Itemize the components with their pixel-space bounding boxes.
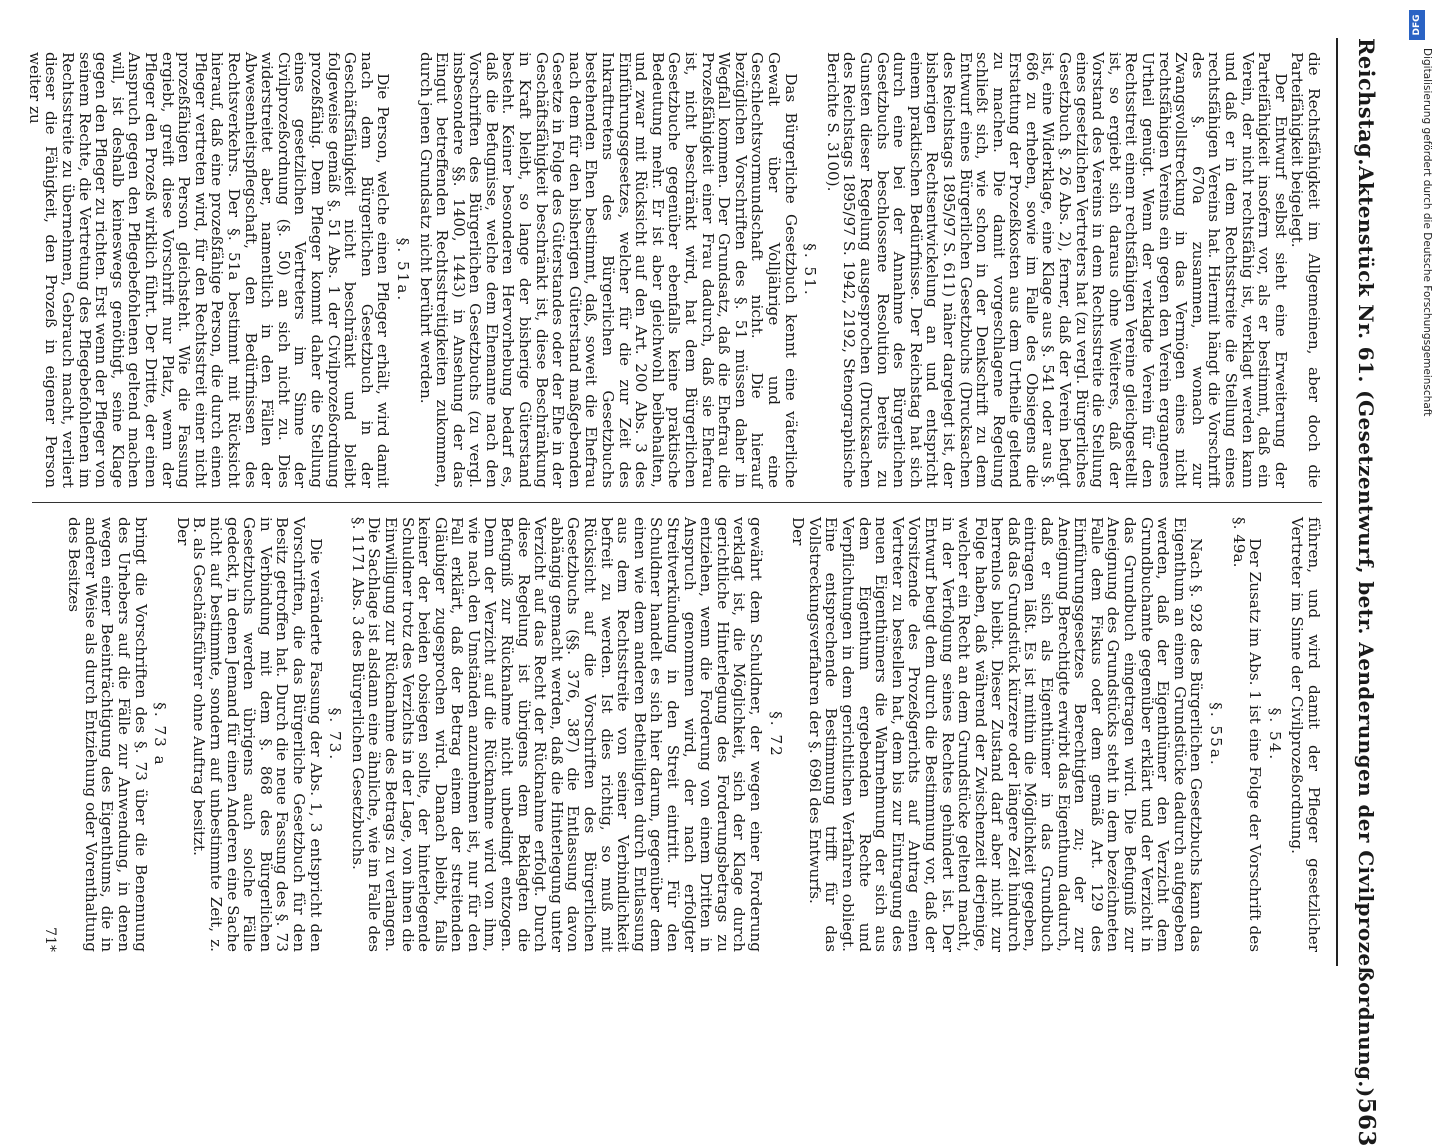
section-heading: §. 51a. <box>393 237 412 303</box>
page-number: 563 <box>1353 1097 1380 1147</box>
right-column <box>32 502 1322 966</box>
section-heading: §. 51. <box>801 243 820 297</box>
header-title: Aktenstück Nr. 61. (Gesetzentwurf, betr. Aenderungen der Civilprozeßordnung.) <box>1354 165 1378 1098</box>
dfg-logo <box>1409 10 1425 40</box>
section-heading: §. 73 a <box>151 702 170 767</box>
paragraph-lead: Der <box>173 517 192 546</box>
paragraph: Der Zusatz im Abs. 1 ist eine Folge der Vorschrift des §. 49a. <box>1229 517 1265 952</box>
paragraph: führen, und wird damit der Pfleger gesetzlicher Vertreter im Sinne der Civilprozeßordnung. <box>1288 517 1323 952</box>
paragraph: gewährt dem Schuldner, der wegen einer Forderung verklagt ist, die Möglichkeit, sich der Klage durch gerichtliche Hinterlegung des Forderungsbetrags zu entziehen, wenn die Forderung von einem Dritten in Anspruch genommen wird, der nach erfolgter Streitverkündung in den Streit eintritt. Für den Schuldner handelt es sich hier darum, gegenüber dem einen wie dem anderen Betheiligten durch Entlassung aus dem Rechtsstreite von seiner Verbindlichkeit befreit zu werden. Ist dies richtig, so muß mit Rücksicht auf die Vorschriften des Bürgerlichen Gesetzbuchs (§§. 376, 387) die Entlassung davon abhängig gemacht werden, daß die Hinterlegung unter Verzicht auf das Recht der Rücknahme erfolgt. Durch diese Regelung ist übrigens dem Beklagten die Befugniß zur Rücknahme nicht unbedingt entzogen. Denn der Verzicht auf die Rücknahme wird von ihm, wie nach den Umständen anzunehmen ist, nur für den Fall erklärt, daß der Betrag einem der streitenden Gläubiger zugesprochen wird. Danach bleibt, falls keiner der beiden obsiegen sollte, der hinterlegende Schuldner trotz des Verzichts in der Lage, von ihnen die Einwilligung zur Rücknahme des Betrags zu verlangen. Die Sachlage ist alsdann eine ähnliche, wie im Falle des §. 1171 Abs. 3 des Bürgerlichen Gesetzbuchs. <box>348 517 765 952</box>
digitization-note: Digitalisierung gefördert durch die Deutsche Forschungsgemeinschaft <box>1421 48 1433 417</box>
paragraph: Das Bürgerliche Gesetzbuch kennt eine väterliche Gewalt über Volljährige und eine Geschlechtsvormundschaft nicht. Die hierauf bezüglichen Vorschriften des §. 51 müssen daher in Wegfall kommen. Der Grundsatz, daß die Ehefrau die Prozeßfähigkeit einer Frau dadurch, daß sie Ehefrau ist, nicht beschränkt wird, hat dem Bürgerlichen Gesetzbuche gegenüber ebenfalls keine praktische Bedeutung mehr. Er ist aber gleichwohl beibehalten, und zwar mit Rücksicht auf den Art. 200 Abs. 3 des Einführungsgesetzes, welcher für die zur Zeit des Inkrafttretens des Bürgerlichen Gesetzbuchs bestehenden Ehen bestimmt, daß, soweit die Ehefrau nach dem für den bisherigen Güterstand maßgebenden Gesetze in Folge des Güterstandes oder der Ehe in der Geschäftsfähigkeit beschränkt ist, diese Beschränkung in Kraft bleibt, so lange der bisherige Güterstand besteht. Keiner besonderen Hervorhebung bedarf es, daß die Befugnisse, welche dem Ehemanne nach den Vorschriften des Bürgerlichen Gesetzbuchs (zu vergl. insbesondere §§. 1400, 1443) in Ansehung der das Eingut betreffenden Rechtsstreitigkeiten zukommen, durch jenen Grundsatz nicht berührt werden. <box>416 52 800 488</box>
sheet-signature: 71* <box>41 927 58 952</box>
section-heading: §. 54. <box>1265 707 1284 762</box>
section-heading: §. 55a. <box>1207 702 1226 767</box>
paragraph: bringt die Vorschriften des §. 73 über die Benennung des Urhebers auf die Fälle zur Anwendung, in denen wegen einer Beeinträchtigung des Eigenthums, die in anderer Weise als durch Entziehung oder Vorenthaltung des Besitzes <box>65 517 150 952</box>
paragraph-lead: Der <box>789 517 808 546</box>
section-heading: §. 73. <box>326 707 345 762</box>
dfg-logo-text: DFG <box>1412 14 1422 36</box>
page-header <box>1336 38 1380 1147</box>
paragraph: die Rechtsfähigkeit im Allgemeinen, aber doch die Parteifähigkeit beigelegt. <box>1288 52 1323 488</box>
text-columns <box>25 38 1323 966</box>
paragraph: Nach §. 928 des Bürgerlichen Gesetzbuchs kann das Eigenthum an einem Grundstücke dadurch aufgegeben werden, daß der Eigenthümer den Verzicht dem Grundbuchamte gegenüber erklärt und der Verzicht in das Grundbuch eingetragen wird. Die Befugniß zur Aneignung des Grundstücks steht in dem bezeichneten Falle dem Fiskus oder dem gemäß Art. 129 des Einführungsgesetzes Berechtigten zu; der zur Aneignung Berechtigte erwirbt das Eigenthum dadurch, daß er sich als Eigenthümer in das Grundbuch eintragen läßt. Es ist mithin die Möglichkeit gegeben, daß das Grundstück kürzere oder längere Zeit hindurch herrenlos bleibt. Dieser Zustand darf aber nicht zur Folge haben, daß während der Zwischenzeit derjenige, welcher ein Recht an dem Grundstücke geltend macht, in der Verfolgung seines Rechtes gehindert ist. Der Entwurf beugt dem durch die Bestimmung vor, daß der Vorsitzende des Prozeßgerichts auf Antrag einen Vertreter zu bestellen hat, dem bis zur Eintragung des neuen Eigenthümers die Wahrnehmung der sich aus dem Eigenthum ergebenden Rechte und Verpflichtungen in dem gerichtlichen Verfahren obliegt. Eine entsprechende Bestimmung trifft für das Vollstreckungsverfahren der §. 696l des Entwurfs. <box>805 517 1206 952</box>
paragraph: Die Person, welche einen Pfleger erhält, wird damit nach dem Bürgerlichen Gesetzbuch in der Geschäftsfähigkeit nicht beschränkt und bleibt folgeweise gemäß §. 51 Abs. 1 der Civilprozeßordnung prozeßfähig. Dem Pfleger kommt daher die Stellung eines gesetzlichen Vertreters im Sinne der Civilprozeßordnung (§. 50) an sich nicht zu. Dies widerstreitet aber, namentlich in den Fällen der Abwesenheitspflegschaft, den Bedürfnissen des Rechtsverkehrs. Der §. 51a bestimmt mit Rücksicht hierauf, daß eine prozeßfähige Person, die durch einen Pfleger vertreten wird, für den Rechtsstreit einer nicht prozeßfähigen Person gleichsteht. Wie die Fassung ergiebt, greift diese Vorschrift nur Platz, wenn der Pfleger den Prozeß wirklich führt. Der Dritte, der einen Anspruch gegen den Pflegebefohlenen geltend machen will, ist deshalb keineswegs genöthigt, seine Klage gegen den Pfleger zu richten. Erst wenn der Pfleger von seinem Rechte, die Vertretung des Pflegebefohlenen im Rechtsstreite zu übernehmen, Gebrauch macht, verliert dieser die Fähigkeit, den Prozeß in eigener Person weiter zu <box>25 52 393 488</box>
header-left: Reichstag. <box>1354 38 1379 166</box>
paragraph: Die veränderte Fassung der Abs. 1, 3 entspricht den Vorschriften, die das Bürgerliche Gesetzbuch für den Besitz getroffen hat. Durch die neue Fassung des §. 73 in Verbindung mit dem §. 868 des Bürgerlichen Gesetzbuchs werden übrigens auch solche Fälle gedeckt, in denen Jemand für einen Anderen eine Sache nicht auf bestimmte, sondern auf unbestimmte Zeit, z. B. als Geschäftsführer ohne Auftrag besitzt. <box>190 517 325 952</box>
section-heading: §. 72 <box>766 711 785 758</box>
paragraph: Der Entwurf selbst sieht eine Erweiterung der Parteifähigkeit insofern vor, als er bestimmt, daß ein Verein, der nicht rechtsfähig ist, verklagt werden kann und daß er in dem Rechtsstreite die Stellung eines rechtsfähigen Vereins hat. Hiermit hängt die Vorschrift des §. 670a zusammen, wonach zur Zwangsvollstreckung in das Vermögen eines nicht rechtsfähigen Vereins ein gegen den Verein ergangenes Urtheil genügt. Wenn der verklagte Verein für den Rechtsstreit einem rechtsfähigen Vereine gleichgestellt ist, so ergiebt sich daraus ohne Weiteres, daß der Vorstand des Vereins in dem Rechtsstreite die Stellung eines gesetzlichen Vertreters hat (zu vergl. Bürgerliches Gesetzbuch §. 26 Abs. 2), ferner, daß der Verein befugt ist, eine Widerklage, eine Klage aus §. 541 oder aus §. 686 zu erheben, sowie im Falle des Obsiegens die Erstattung der Prozeßkosten aus dem Urtheile geltend zu machen. Die damit vorgeschlagene Regelung schließt sich, wie schon in der Denkschrift zu dem Entwurf eines Bürgerlichen Gesetzbuchs (Drucksachen des Reichstags 1895/97 S. 611) näher dargelegt ist, der bisherigen Rechtsentwickelung an und entspricht einem praktischen Bedürfnisse. Der Reichstag hat sich durch eine bei der Annahme des Bürgerlichen Gesetzbuchs beschlossene Resolution bereits zu Gunsten dieser Regelung ausgesprochen (Drucksachen des Reichstags 1895/97 S. 1942, 2192, Stenographische Berichte S. 3100). <box>823 52 1290 488</box>
left-column <box>25 38 1323 502</box>
scan-margin <box>1400 0 1434 1000</box>
